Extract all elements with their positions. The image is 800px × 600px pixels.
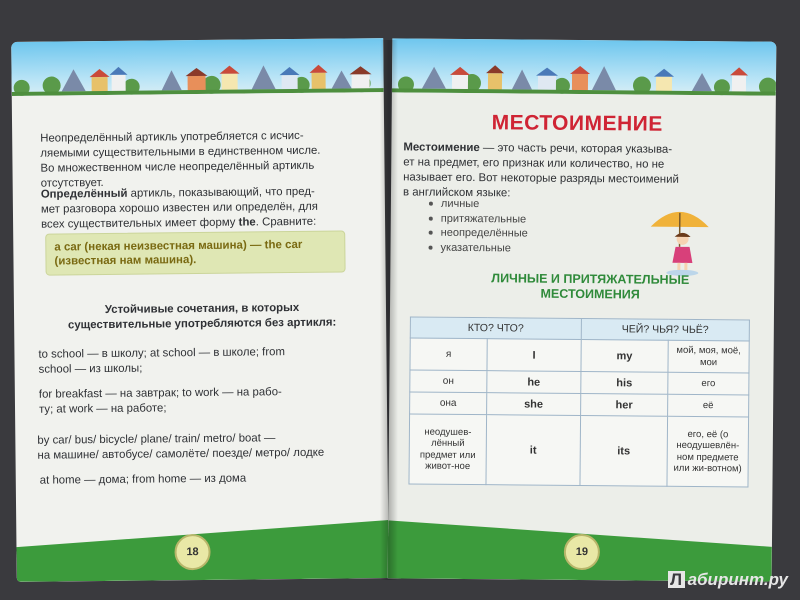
table-cell: he [487, 371, 581, 394]
watermark-text: абиринт.ру [687, 570, 788, 589]
table-cell: it [486, 415, 580, 486]
table-row [410, 392, 749, 417]
table-cell: her [580, 393, 667, 416]
table-cell: I [487, 339, 581, 372]
subtitle-line: МЕСТОИМЕНИЯ [540, 286, 640, 302]
table-cell: its [580, 415, 668, 486]
labirint-logo-icon: Л [668, 571, 685, 588]
table-cell: её [668, 394, 749, 417]
text-line: в английском языке: [402, 186, 511, 200]
page-number: 18 [174, 534, 210, 570]
book-spine-shadow [380, 40, 398, 580]
phrase-line: by car/ bus/ bicycle/ plane/ train/ metro/ boat — [37, 432, 276, 447]
subtitle-line: ЛИЧНЫЕ И ПРИТЯЖАТЕЛЬНЫЕ [491, 271, 690, 287]
table-cell: his [581, 371, 668, 394]
text-line: называет его. Вот некоторые разряды местоимений [403, 171, 679, 186]
watermark-logo [668, 570, 788, 590]
text-line: мет разговора хорошо известен или определён, для [40, 200, 319, 216]
callout-line: a car (некая неизвестная машина) — the car [54, 238, 303, 254]
phrase-2 [39, 384, 379, 418]
phrase-4 [40, 470, 380, 489]
phrase-line: ту; at work — на работе; [38, 402, 167, 416]
right-banner-illustration [392, 38, 776, 95]
indefinite-article-paragraph [40, 128, 361, 191]
callout-line: (известная нам машина). [54, 254, 197, 268]
text-line: . Сравните: [255, 215, 317, 229]
example-callout [45, 230, 345, 275]
page-number: 19 [564, 534, 600, 570]
text-line: Во множественном числе неопределённый артикль [40, 159, 315, 175]
heading-line: Устойчивые сочетания, в которых [104, 301, 300, 316]
table-cell: she [487, 393, 581, 416]
table-cell: my [581, 339, 668, 372]
text-line: — это часть речи, которая указыва- [479, 142, 673, 156]
phrase-1 [38, 344, 378, 378]
table-cell: он [410, 370, 487, 393]
phrase-line: на машине/ автобусе/ самолёте/ поезде/ метро/ лодке [37, 446, 325, 462]
heading-line: существительные употребляются без артикля: [67, 316, 337, 332]
left-banner-illustration [11, 38, 384, 96]
table-cell: я [410, 338, 487, 371]
set-phrases-heading [42, 300, 362, 333]
table-cell: она [410, 392, 487, 415]
table-header-row [410, 317, 749, 341]
list-item: указательные [428, 240, 527, 255]
definite-article-paragraph [41, 184, 371, 232]
text-line: ет на предмет, его признак или количество, но не [403, 156, 665, 171]
right-page [388, 38, 777, 581]
table-row [410, 338, 749, 373]
list-item: неопределённые [429, 226, 528, 241]
section-subtitle [450, 271, 730, 303]
phrase-line: school — из школы; [38, 362, 143, 376]
table-cell: его, её (о неодушевлён-ном предмете или жи-вотном) [667, 416, 749, 487]
table-cell: его [668, 372, 749, 395]
phrase-line: at home — дома; from home — из дома [39, 472, 247, 487]
pronouns-table [408, 316, 749, 487]
left-page [11, 38, 389, 582]
phrase-line: to school — в школу; at school — в школе; from [38, 346, 285, 361]
header-who-what: КТО? ЧТО? [410, 317, 581, 339]
text-line: отсутствует. [40, 177, 104, 190]
pronoun-term: Местоимение [403, 141, 480, 155]
list-item: личные [429, 197, 528, 212]
table-row [409, 414, 749, 487]
table-row [410, 370, 749, 395]
text-line: ляемыми существительными в единственном числе. [40, 144, 321, 160]
definite-term: Определённый [40, 187, 128, 201]
phrase-line: for breakfast — на завтрак; to work — на рабо- [38, 386, 282, 401]
list-item: притяжательные [429, 211, 528, 226]
pronoun-types-list [428, 197, 528, 256]
text-line: всех существительных имеет форму [41, 216, 239, 231]
pronoun-intro-paragraph [403, 140, 754, 203]
phrase-3 [37, 430, 383, 464]
text-line: артикль, показывающий, что пред- [127, 185, 315, 200]
girl-with-umbrella-illustration [644, 199, 715, 278]
header-whose: ЧЕЙ? ЧЬЯ? ЧЬЁ? [581, 318, 749, 340]
page-title: МЕСТОИМЕНИЕ [491, 111, 663, 136]
the-term: the [238, 216, 256, 229]
table-cell: неодушев-лённый предмет или живот-ное [409, 414, 487, 485]
text-line: Неопределённый артикль употребляется с исчис- [40, 129, 304, 145]
table-cell: мой, моя, моё, мои [668, 340, 749, 373]
